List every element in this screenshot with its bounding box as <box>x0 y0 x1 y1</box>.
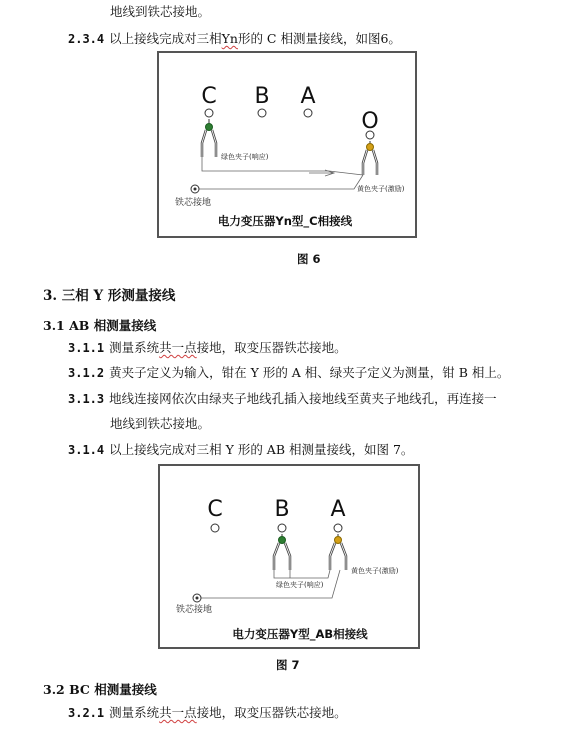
terminal-b <box>258 109 266 117</box>
figure-6-diagram <box>159 53 415 236</box>
phase-label-b: B <box>274 497 290 522</box>
yellow-clip-label: 黄色夹子(激励) <box>357 185 405 193</box>
figure-6 <box>157 51 417 238</box>
paragraph-text: 黄夹子定义为输入，钳在 Y 形的 A 相、绿夹子定义为测量，钳 B 相上。 <box>109 365 510 380</box>
figure-6-caption: 图 6 <box>297 252 321 266</box>
figure-7-title: 电力变压器Y型_AB相接线 <box>232 627 368 641</box>
paragraph-number: 3.2.1 <box>68 706 105 720</box>
paragraph-2-3-4 <box>68 29 401 47</box>
green-clip-icon <box>274 534 290 570</box>
phase-label-c: C <box>201 84 217 109</box>
terminal-c <box>205 109 213 117</box>
paragraph-3-2-1 <box>68 703 347 721</box>
green-clip-icon <box>202 119 216 157</box>
phase-label-o: O <box>361 109 379 134</box>
paragraph-3-1-3 <box>68 389 497 407</box>
paragraph-number: 3.1.2 <box>68 366 105 380</box>
paragraph-3-1-4 <box>68 440 413 458</box>
ground-wire <box>199 175 363 189</box>
figure-7-diagram <box>160 466 418 647</box>
paragraph-number: 3.1.3 <box>68 392 105 406</box>
paragraph-text: 测量系统 <box>109 705 160 720</box>
paragraph-text-end: 接地，取变压器铁芯接地。 <box>196 705 347 720</box>
phase-label-c: C <box>207 497 223 522</box>
paragraph-3-1-3-continued: 地线到铁芯接地。 <box>110 416 211 431</box>
yellow-clip-icon <box>330 534 346 570</box>
figure-6-title: 电力变压器Yn型_C相接线 <box>217 214 353 228</box>
paragraph-text: 地线连接网依次由绿夹子地线孔插入接地线至黄夹子地线孔，再连接一 <box>109 391 497 406</box>
spellcheck-word: Yn <box>221 31 238 46</box>
terminal-a <box>334 524 342 532</box>
ground-dot <box>196 597 199 600</box>
subsection-heading-3-2: 3.2 BC 相测量接线 <box>43 682 157 697</box>
paragraph-number: 2.3.4 <box>68 32 105 46</box>
spellcheck-word: 共一点 <box>159 340 197 355</box>
paragraph-text-end: 形的 C 相测量接线，如图6。 <box>237 31 401 46</box>
terminal-c <box>211 524 219 532</box>
terminal-b <box>278 524 286 532</box>
continuation-line: 地线到铁芯接地。 <box>110 4 211 19</box>
paragraph-3-1-1 <box>68 338 347 356</box>
paragraph-text: 以上接线完成对三相 Y 形的 AB 相测量接线，如图 7。 <box>109 442 414 457</box>
paragraph-3-1-2 <box>68 363 509 381</box>
ground-label: 铁芯接地 <box>175 198 212 208</box>
phase-label-a: A <box>330 497 346 522</box>
paragraph-text-end: 接地，取变压器铁芯接地。 <box>196 340 347 355</box>
section-heading-3: 3. 三相 Y 形测量接线 <box>43 288 176 304</box>
green-clip-label: 绿色夹子(响应) <box>276 581 324 589</box>
yellow-clip-icon <box>363 141 377 175</box>
paragraph-number: 3.1.1 <box>68 341 105 355</box>
green-clip-label: 绿色夹子(响应) <box>221 153 269 161</box>
figure-7-caption: 图 7 <box>276 658 300 672</box>
figure-7 <box>158 464 420 649</box>
phase-label-b: B <box>254 84 270 109</box>
green-wire <box>274 570 330 578</box>
paragraph-text: 测量系统 <box>109 340 160 355</box>
ground-dot <box>194 188 197 191</box>
paragraph-text: 以上接线完成对三相 <box>109 31 222 46</box>
phase-label-a: A <box>300 84 316 109</box>
terminal-a <box>304 109 312 117</box>
spellcheck-word: 共一点 <box>159 705 197 720</box>
paragraph-number: 3.1.4 <box>68 443 105 457</box>
yellow-clip-label: 黄色夹子(激励) <box>351 567 399 575</box>
subsection-heading-3-1: 3.1 AB 相测量接线 <box>43 318 157 333</box>
ground-label: 铁芯接地 <box>176 605 213 615</box>
